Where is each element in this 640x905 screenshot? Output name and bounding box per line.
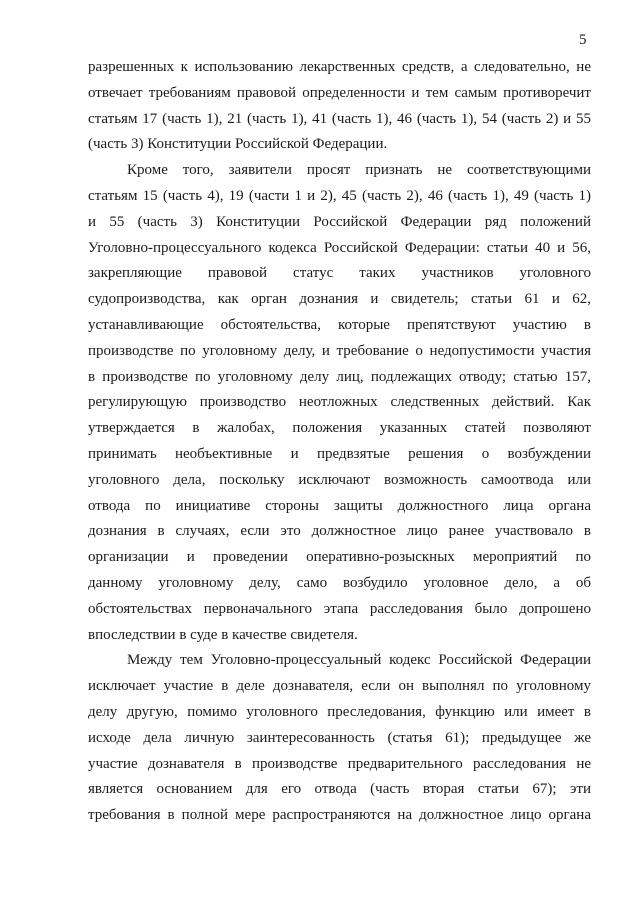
text-line: (часть 3) Конституции Российской Федерации. (88, 136, 388, 153)
text-line: производстве по уголовному делу, и требование о недопустимости участия (88, 342, 591, 359)
text-line: уголовного дела, поскольку исключают возможность самоотвода или (88, 471, 591, 488)
text-line: обстоятельствах первоначального этапа расследования было допрошено (88, 600, 591, 617)
text-line: Уголовно-процессуального кодекса Российской Федерации: статьи 40 и 56, (88, 239, 591, 256)
text-line: данному уголовному делу, само возбудило уголовное дело, а об (88, 574, 591, 591)
document-body (88, 55, 591, 829)
text-line: Кроме того, заявители просят признать не соответствующими (127, 162, 591, 179)
text-line: в производстве по уголовному делу лиц, подлежащих отводу; статью 157, (88, 368, 591, 385)
paragraph-1 (88, 55, 591, 158)
text-line: делу другую, помимо уголовного преследования, функцию или имеет в (88, 703, 591, 720)
text-line: статьям 15 (часть 4), 19 (части 1 и 2), 45 (часть 2), 46 (часть 1), 49 (часть 1) (88, 187, 591, 204)
text-line: впоследствии в суде в качестве свидетеля. (88, 626, 358, 643)
text-line: исходе дела личную заинтересованность (статья 61); предыдущее же (88, 729, 591, 746)
text-line: статьям 17 (часть 1), 21 (часть 1), 41 (часть 1), 46 (часть 1), 54 (часть 2) и 55 (88, 110, 591, 127)
text-line: требования в полной мере распространяются на должностное лицо органа (88, 807, 591, 824)
text-line: отвечает требованиям правовой определенности и тем самым противоречит (88, 84, 591, 101)
text-line: участие дознавателя в производстве предварительного расследования не (88, 755, 591, 772)
text-line: дознания в случаях, если это должностное лицо ранее участвовало в (88, 523, 591, 540)
text-line: утверждается в жалобах, положения указанных статей позволяют (88, 420, 591, 437)
text-line: исключает участие в деле дознавателя, если он выполнял по уголовному (88, 678, 591, 695)
text-line: разрешенных к использованию лекарственных средств, а следовательно, не (88, 59, 591, 75)
text-line: закрепляющие правовой статус таких участников уголовного (88, 265, 591, 282)
text-line: и 55 (часть 3) Конституции Российской Федерации ряд положений (88, 213, 591, 230)
text-line: отвода по инициативе стороны защиты должностного лица органа (88, 497, 591, 514)
paragraph-2 (88, 158, 591, 648)
text-line: организации и проведении оперативно-розыскных мероприятий по (88, 549, 591, 566)
text-line: устанавливающие обстоятельства, которые препятствуют участию в (88, 316, 591, 333)
text-line: судопроизводства, как орган дознания и свидетель; статьи 61 и 62, (88, 291, 591, 308)
paragraph-3 (88, 648, 591, 829)
text-line: принимать необъективные и предвзятые решения о возбуждении (88, 445, 591, 462)
text-line: Между тем Уголовно-процессуальный кодекс Российской Федерации (127, 652, 591, 669)
page-number: 5 (579, 32, 587, 48)
text-line: регулирующую производство неотложных следственных действий. Как (88, 394, 591, 411)
text-line: является основанием для его отвода (часть вторая статьи 67); эти (88, 781, 591, 798)
